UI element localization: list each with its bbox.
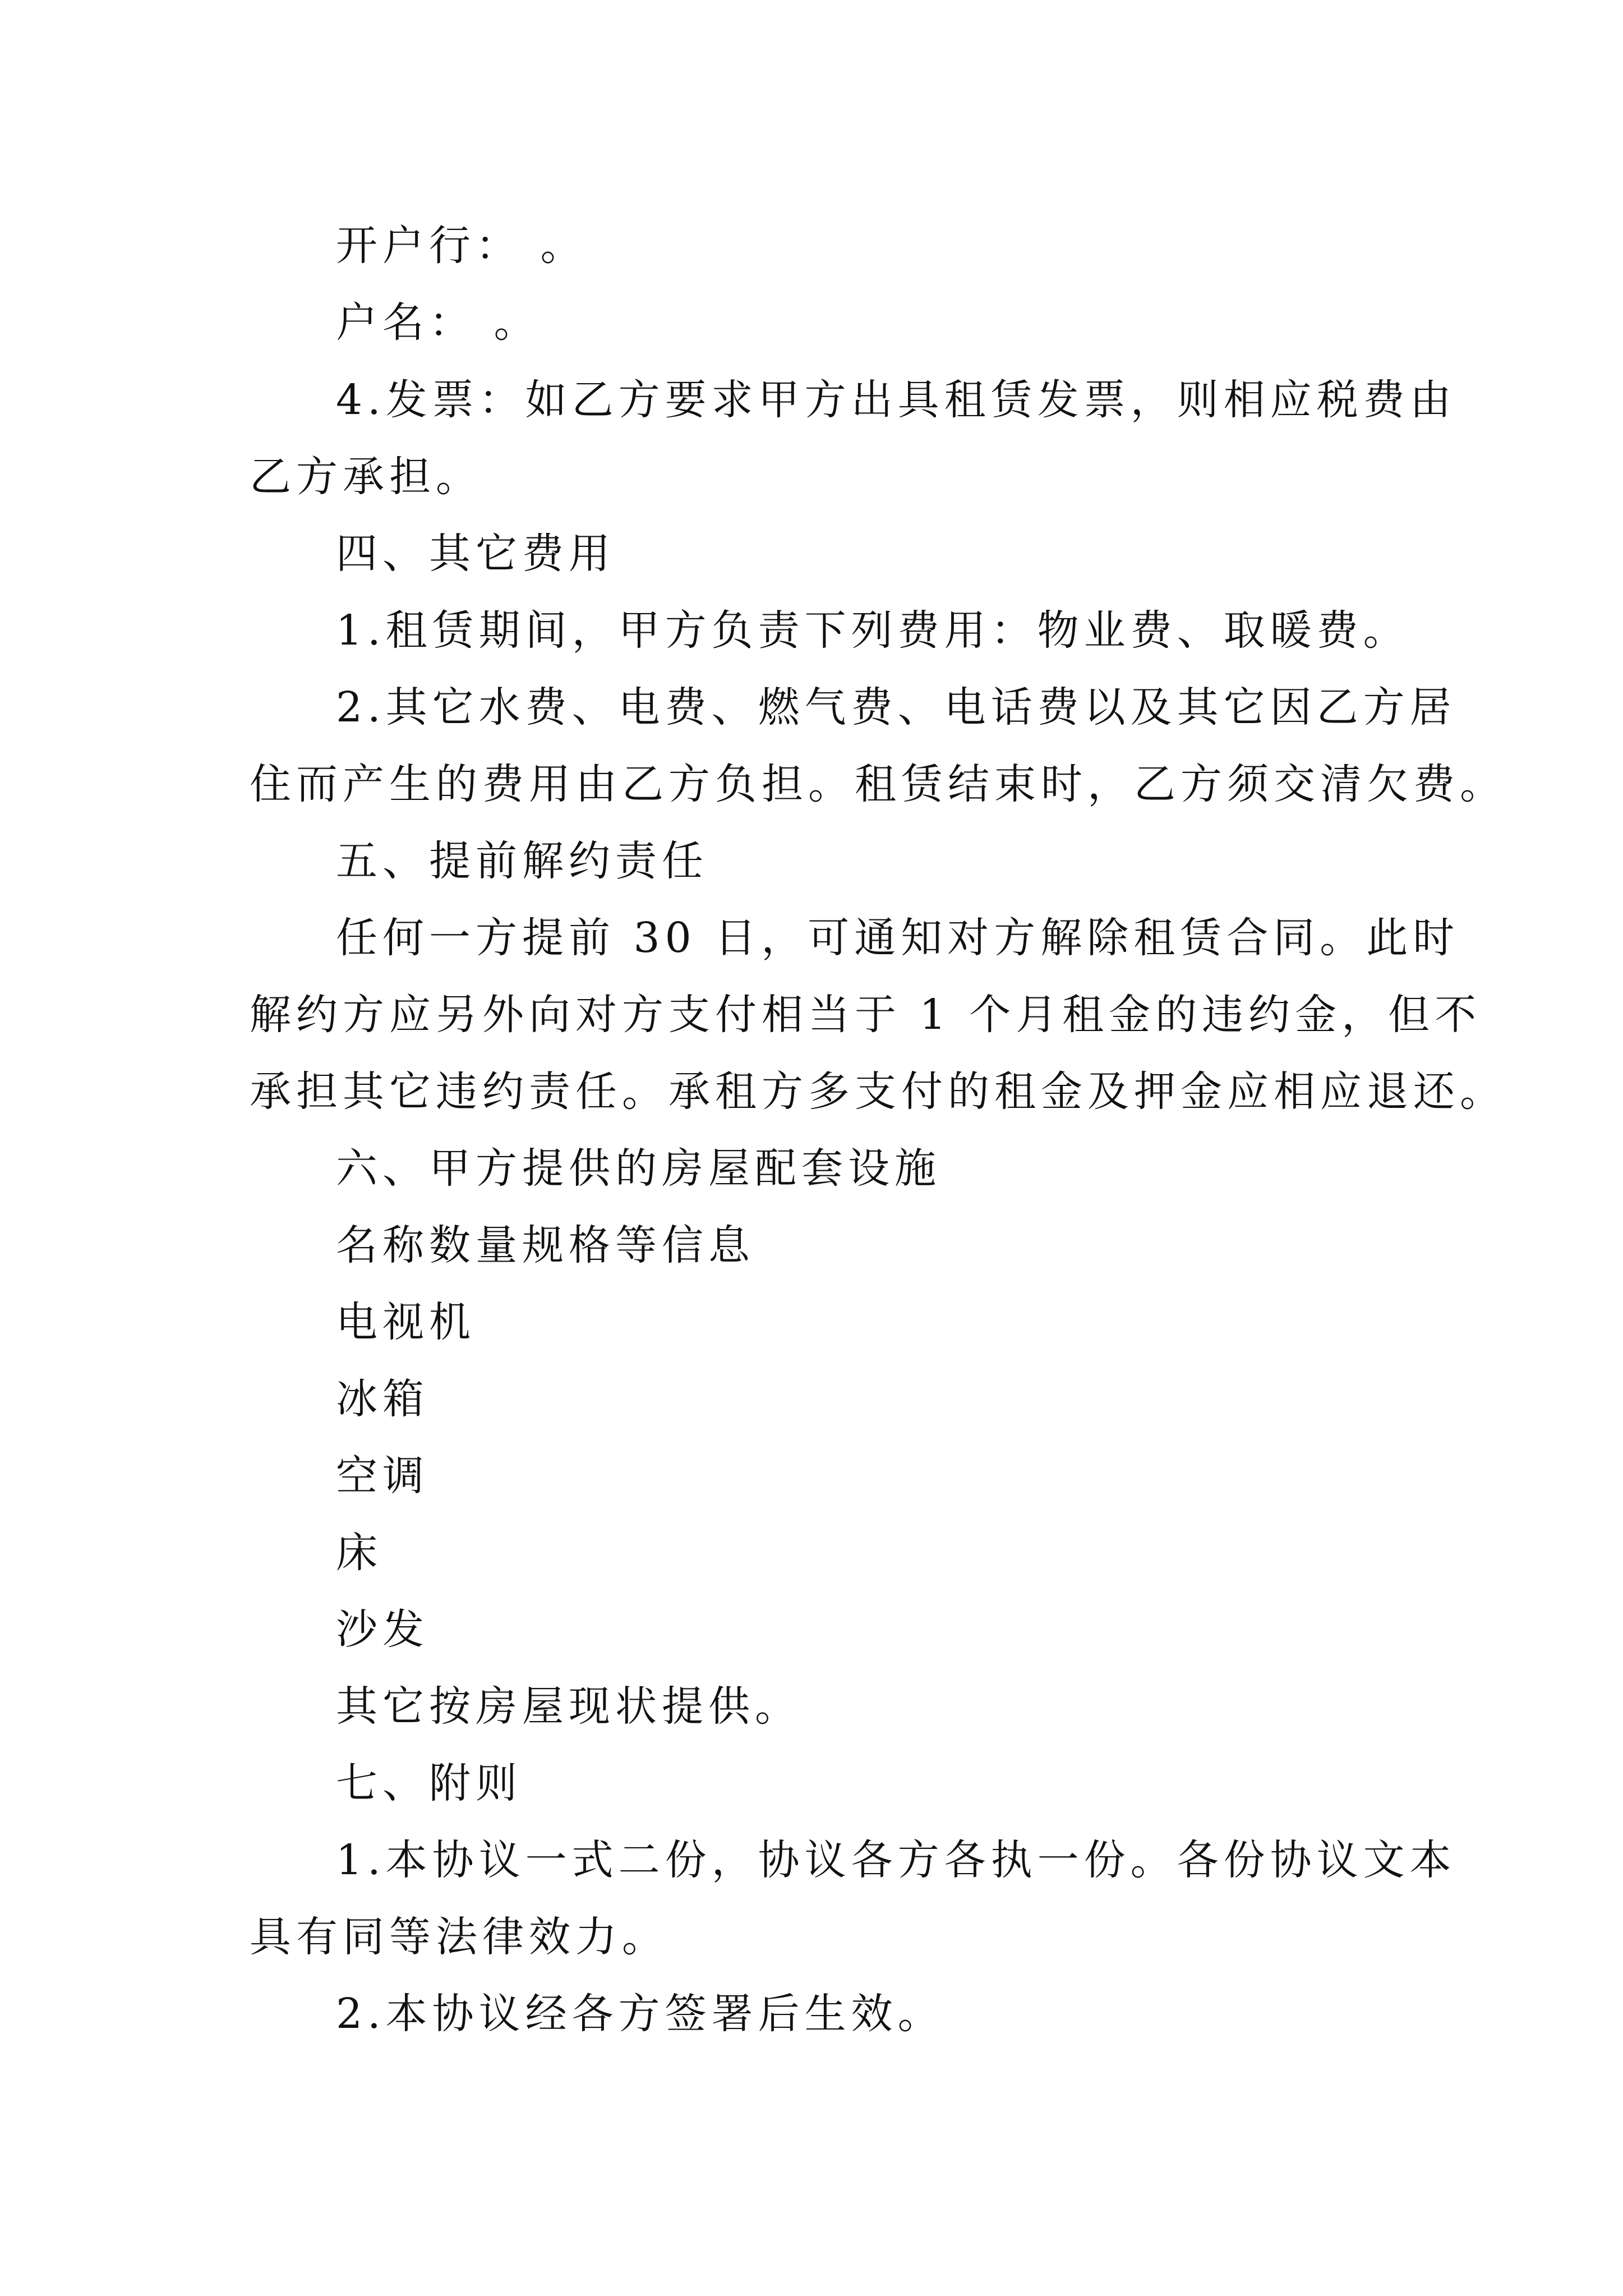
section-heading-supplementary: 七、附则 <box>336 1759 522 1807</box>
account-name-line: 户名： 。 <box>336 298 541 347</box>
invoice-clause-line-1: 4.发票：如乙方要求甲方出具租赁发票，则相应税费由 <box>336 376 1456 424</box>
section-heading-early-termination: 五、提前解约责任 <box>336 837 708 885</box>
early-termination-line-2: 解约方应另外向对方支付相当于 1 个月租金的违约金，但不 <box>250 991 1482 1039</box>
facility-item-air-conditioner: 空调 <box>336 1452 429 1500</box>
supplementary-item-1-line-1: 1.本协议一式二份，协议各方各执一份。各份协议文本 <box>336 1836 1456 1884</box>
section-heading-other-fees: 四、其它费用 <box>336 530 615 578</box>
facility-item-sofa: 沙发 <box>336 1605 429 1654</box>
facility-item-fridge: 冰箱 <box>336 1375 429 1423</box>
facilities-note: 其它按房屋现状提供。 <box>336 1682 801 1731</box>
supplementary-item-1-line-2: 具有同等法律效力。 <box>250 1913 668 1961</box>
other-fees-item-1: 1.租赁期间，甲方负责下列费用：物业费、取暖费。 <box>336 606 1410 655</box>
facility-item-bed: 床 <box>336 1529 382 1577</box>
invoice-clause-line-2: 乙方承担。 <box>250 453 482 501</box>
facility-item-tv: 电视机 <box>336 1298 476 1346</box>
section-heading-facilities: 六、甲方提供的房屋配套设施 <box>336 1144 941 1193</box>
other-fees-item-2-line-1: 2.其它水费、电费、燃气费、电话费以及其它因乙方居 <box>336 683 1456 731</box>
other-fees-item-2-line-2: 住而产生的费用由乙方负担。租赁结束时，乙方须交清欠费。 <box>250 760 1506 808</box>
bank-name-line: 开户行： 。 <box>336 222 587 270</box>
early-termination-line-1: 任何一方提前 30 日，可通知对方解除租赁合同。此时 <box>336 914 1460 962</box>
supplementary-item-2: 2.本协议经各方签署后生效。 <box>336 1990 944 2038</box>
early-termination-line-3: 承担其它违约责任。承租方多支付的租金及押金应相应退还。 <box>250 1068 1506 1116</box>
facilities-header: 名称数量规格等信息 <box>336 1221 755 1269</box>
